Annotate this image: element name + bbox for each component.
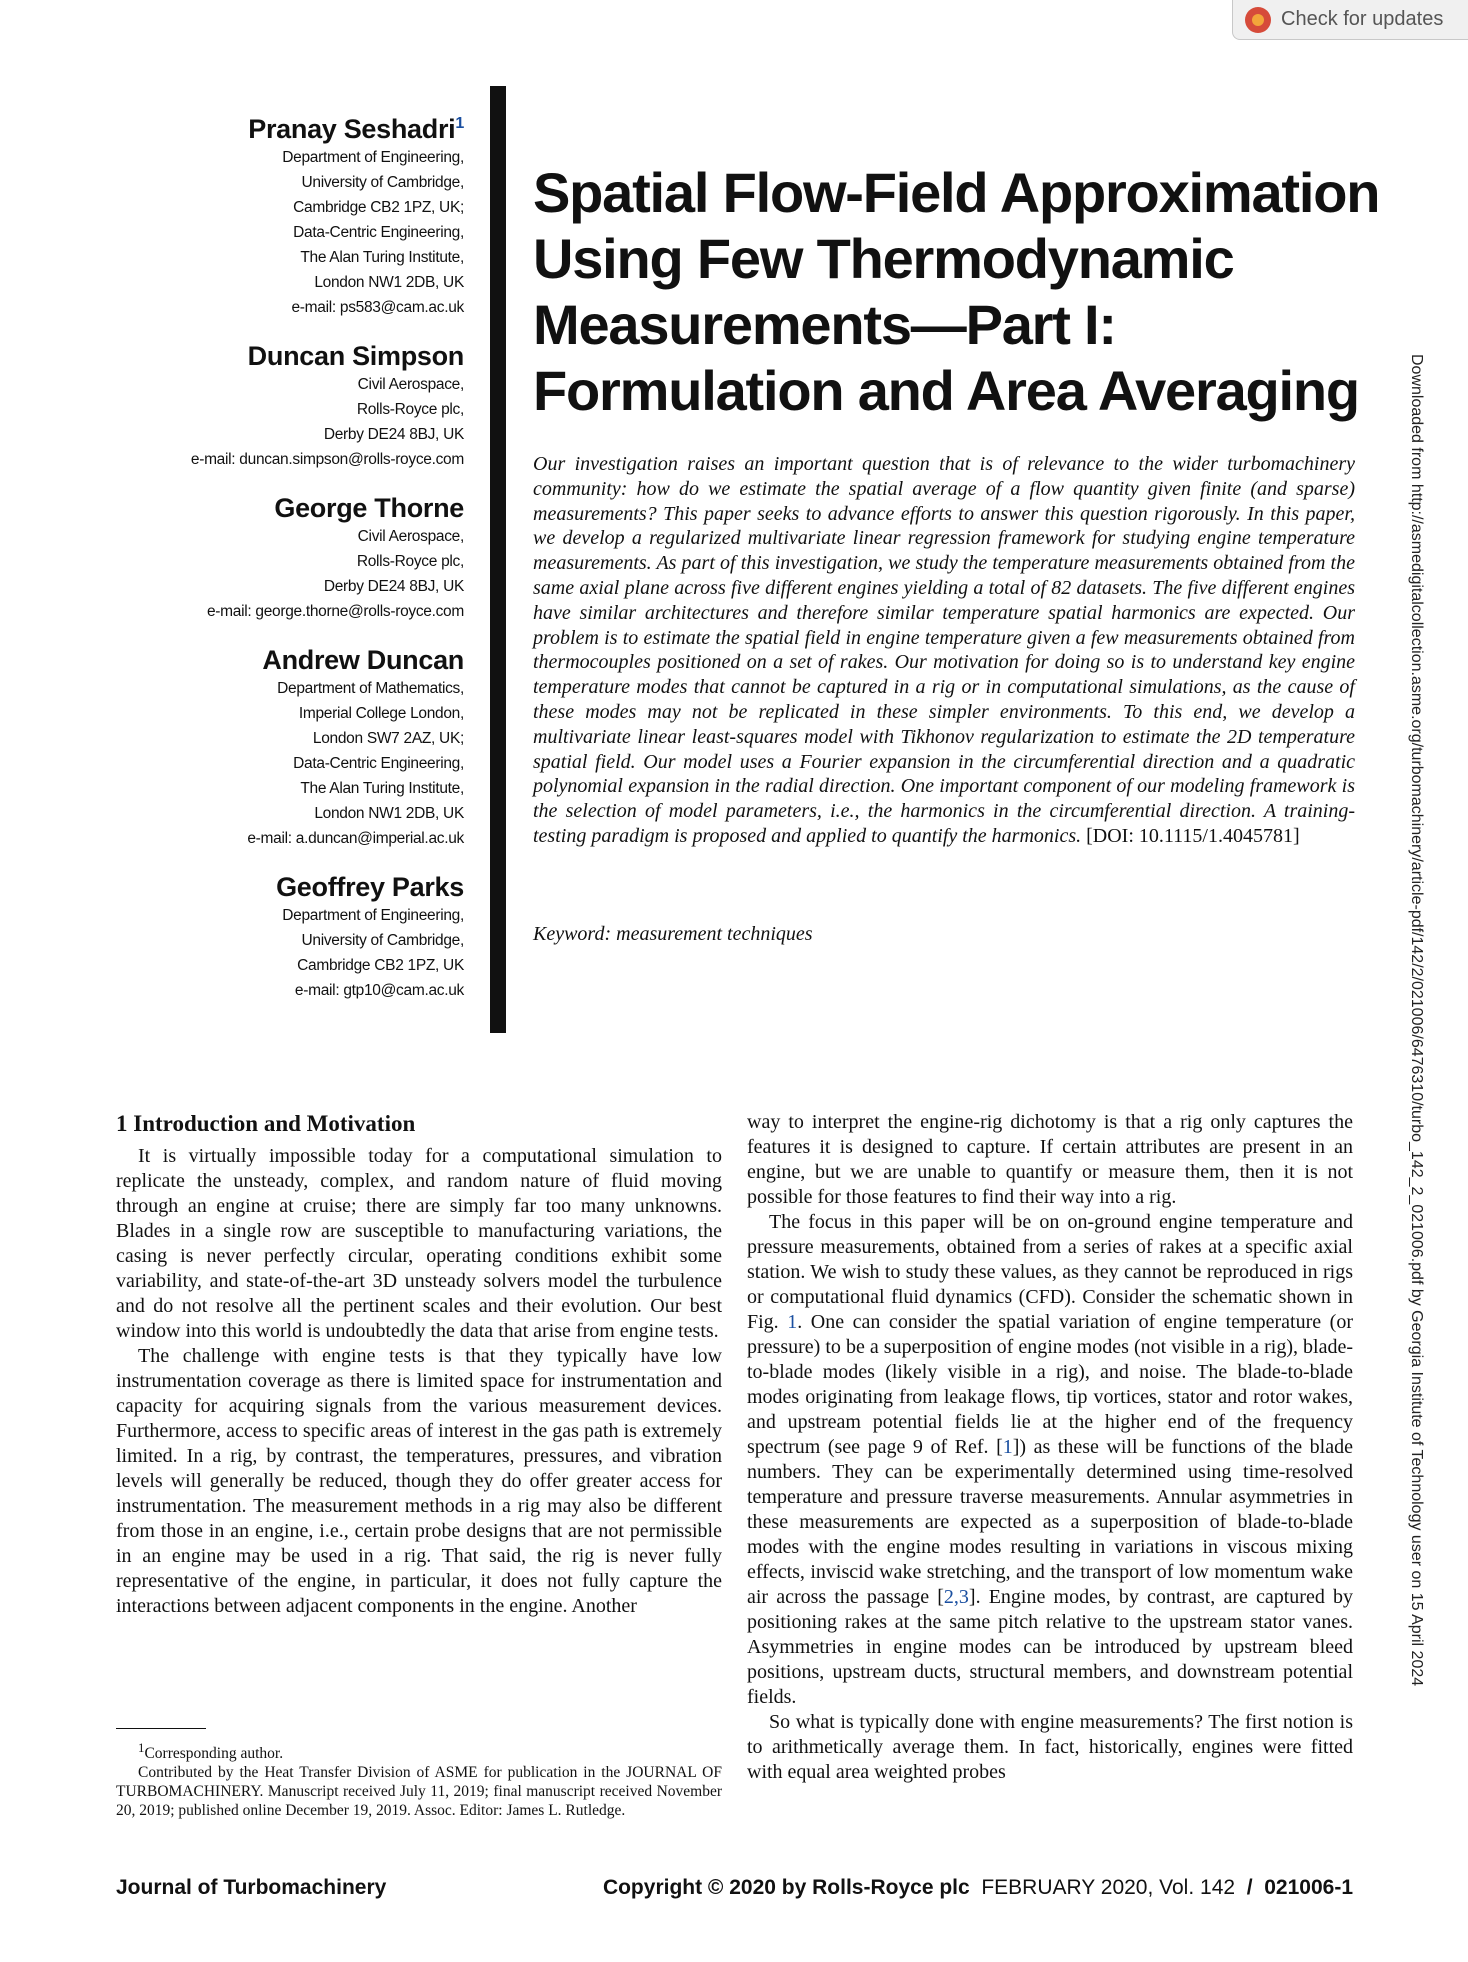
left-column <box>116 1110 722 1619</box>
author-name: Pranay Seshadri$^1$ <box>248 114 464 144</box>
author-affiliation: Civil Aerospace, <box>357 376 464 393</box>
author-list <box>140 108 464 1023</box>
check-for-updates-label: Check for updates <box>1281 8 1444 30</box>
author-name: Andrew Duncan <box>262 645 464 675</box>
author-affiliation: Imperial College London, <box>298 705 464 722</box>
paragraph: way to interpret the engine-rig dichotomy is that a rig only captures the features it is designed to capture. If certain attributes are present in an engine, but we are unable to quantify or measure them, then it is not possible for those features to find their way into a rig. <box>747 1111 1353 1208</box>
author-affiliation: University of Cambridge, <box>301 932 464 949</box>
author-block <box>140 871 464 1003</box>
page-number: 021006-1 <box>1264 1876 1353 1899</box>
section-heading: 1 Introduction and Motivation <box>116 1111 416 1136</box>
reference-link[interactable]: 2,3 <box>943 1586 969 1608</box>
footnote: Contributed by the Heat Transfer Division of ASME for publication in the JOURNAL OF TURBOMACHINERY. Manuscript received July 11, 2019; final manuscript received November 20, 2019; published online December 19, 2019. Assoc. Editor: James L. Rutledge. <box>116 1764 722 1820</box>
author-name: Geoffrey Parks <box>276 872 464 902</box>
author-email: e-mail: gtp10@cam.ac.uk <box>294 982 464 999</box>
author-affiliation: The Alan Turing Institute, <box>300 780 464 797</box>
crossmark-icon <box>1245 7 1271 33</box>
paragraph: The focus in this paper will be on on-ground engine temperature and pressure measurements, obtained from a series of rakes at a specific axial station. We wish to study these values, as they cannot be reproduced in rigs or computational fluid dynamics (CFD). Consider the schematic shown in Fig. 1. One can consider the spatial variation of engine temperature (or pressure) to be a superposition of engine modes (not visible in a rig), blade-to-blade modes (likely visible in a rig), and noise. The blade-to-blade modes originating from leakage flows, tip vortices, stator and rotor wakes, and upstream potential fields lie at the higher end of the frequency spectrum (see page 9 of Ref. [1]) as these will be functions of the blade numbers. They can be experimentally determined using time-resolved temperature and pressure traverse measurements. Annular asymmetries in these measurements are expected as a superposition of blade-to-blade modes with the engine modes resulting in variations in viscous mixing effects, inviscid wake stretching, and the transport of low momentum wake air across the passage [2,3]. Engine modes, by contrast, are captured by positioning rakes at the same pitch relative to the upstream stator vanes. Asymmetries in engine modes can be introduced by upstream bleed positions, upstream ducts, structural members, and downstream potential fields. <box>747 1211 1354 1708</box>
footnote-divider <box>116 1728 206 1729</box>
author-affiliation: Civil Aerospace, <box>357 528 464 545</box>
author-email: e-mail: ps583@cam.ac.uk <box>291 299 464 316</box>
figure-link[interactable]: 1 <box>787 1311 798 1333</box>
author-affiliation: Rolls-Royce plc, <box>356 553 464 570</box>
author-affiliation: Department of Engineering, <box>282 149 464 166</box>
author-affiliation: Cambridge CB2 1PZ, UK; <box>293 199 464 216</box>
author-affiliation: Derby DE24 8BJ, UK <box>323 426 464 443</box>
author-affiliation: London NW1 2DB, UK <box>314 274 464 291</box>
author-block <box>140 644 464 851</box>
paragraph: It is virtually impossible today for a computational simulation to replicate the unsteady, complex, and random nature of fluid moving through an engine at cruise; there are simply far too many unknowns. Blades in a single row are susceptible to manufacturing variations, the casing is never perfectly circular, operating conditions exhibit some variability, and state-of-the-art 3D unsteady solvers model the turbulence and do not resolve all the pertinent scales and their evolution. Our best window into this world is undoubtedly the data that arise from engine tests. <box>116 1145 722 1342</box>
footnote: $^1$Corresponding author. <box>138 1740 284 1763</box>
footnote-marker[interactable]: 1 <box>455 115 464 132</box>
author-block <box>140 492 464 624</box>
abstract <box>533 452 1355 849</box>
right-column <box>747 1110 1353 1785</box>
author-email: e-mail: a.duncan@imperial.ac.uk <box>247 830 464 847</box>
author-email: e-mail: duncan.simpson@rolls-royce.com <box>190 451 464 468</box>
author-affiliation: Data-Centric Engineering, <box>293 755 464 772</box>
author-name: Duncan Simpson <box>247 341 464 371</box>
author-affiliation: Department of Engineering, <box>282 907 464 924</box>
doi-link[interactable]: [DOI: 10.1115/1.4045781] <box>1086 824 1300 847</box>
paper-title: Spatial Flow-Field Approximation Using Few Thermodynamic Measurements—Part I: Formulation and Area Averaging <box>533 161 1380 422</box>
author-affiliation: The Alan Turing Institute, <box>300 249 464 266</box>
author-affiliation: Department of Mathematics, <box>277 680 464 697</box>
author-email: e-mail: george.thorne@rolls-royce.com <box>206 603 464 620</box>
download-notice: Downloaded from http://asmedigitalcollection.asme.org/turbomachinery/article-pdf/142/2/021006/6476310/turbo_142_2_021006.pdf by Georgia Institute of Technology user on 15 April 2024 <box>1408 354 1425 1687</box>
paragraph: So what is typically done with engine measurements? The first notion is to arithmetically average them. In fact, historically, engines were fitted with equal area weighted probes <box>747 1711 1353 1783</box>
author-affiliation: University of Cambridge, <box>301 174 464 191</box>
author-name: George Thorne <box>274 493 464 523</box>
copyright: Copyright © 2020 by Rolls-Royce plc <box>602 1876 970 1899</box>
vertical-divider <box>490 86 506 1033</box>
reference-link[interactable]: 1 <box>1002 1436 1013 1458</box>
footnotes <box>116 1738 722 1820</box>
author-affiliation: Derby DE24 8BJ, UK <box>323 578 464 595</box>
page-footer: Copyright © 2020 by Rolls-Royce plc FEBRUARY 2020, Vol. 142 / 021006-1 <box>602 1876 1353 1899</box>
journal-name: Journal of Turbomachinery <box>116 1876 387 1899</box>
author-affiliation: Data-Centric Engineering, <box>293 224 464 241</box>
author-affiliation: Rolls-Royce plc, <box>356 401 464 418</box>
paragraph: The challenge with engine tests is that they typically have low instrumentation coverage as there is limited space for instrumentation and capacity for acquiring signals from the various measurement devices. Furthermore, access to specific areas of interest in the gas path is extremely limited. In a rig, by contrast, the temperatures, pressures, and vibration levels will generally be reduced, though they do offer greater access for instrumentation. The measurement methods in a rig may also be different from those in an engine, i.e., certain probe designs that are not permissible in an engine may be used in a rig. That said, the rig is never fully representative of the engine, in particular, it does not fully capture the interactions between adjacent components in the engine. Another <box>116 1345 722 1617</box>
author-affiliation: London NW1 2DB, UK <box>314 805 464 822</box>
issue-info: FEBRUARY 2020, Vol. 142 <box>981 1876 1236 1899</box>
keywords: Keyword: measurement techniques <box>533 923 813 945</box>
check-for-updates-button[interactable] <box>1232 0 1468 40</box>
author-affiliation: London SW7 2AZ, UK; <box>312 730 464 747</box>
author-block <box>140 340 464 472</box>
author-block <box>140 108 464 320</box>
abstract-text: Our investigation raises an important question that is of relevance to the wider turbomachinery community: how do we estimate the spatial average of a flow quantity given finite (and sparse) measurements? This paper seeks to advance efforts to answer this question rigorously. In this paper, we develop a regularized multivariate linear regression framework for studying engine temperature measurements. As part of this investigation, we study the temperature measurements obtained from the same axial plane across five different engines yielding a total of 82 datasets. The five different engines have similar architectures and therefore similar temperature spatial harmonics are expected. Our problem is to estimate the spatial field in engine temperature given a few measurements obtained from thermocouples positioned on a set of rakes. Our motivation for doing so is to understand key engine temperature modes that cannot be captured in a rig or in computational simulations, as the cause of these modes may not be replicated in these simpler environments. To this end, we develop a multivariate linear least-squares model with Tikhonov regularization to estimate the 2D temperature spatial field. Our model uses a Fourier expansion in the circumferential direction and a quadratic polynomial expansion in the radial direction. One important component of our modeling framework is the selection of model parameters, i.e., the harmonics in the circumferential direction. A training-testing paradigm is proposed and applied to quantify the harmonics. <box>533 453 1355 847</box>
author-affiliation: Cambridge CB2 1PZ, UK <box>297 957 464 974</box>
